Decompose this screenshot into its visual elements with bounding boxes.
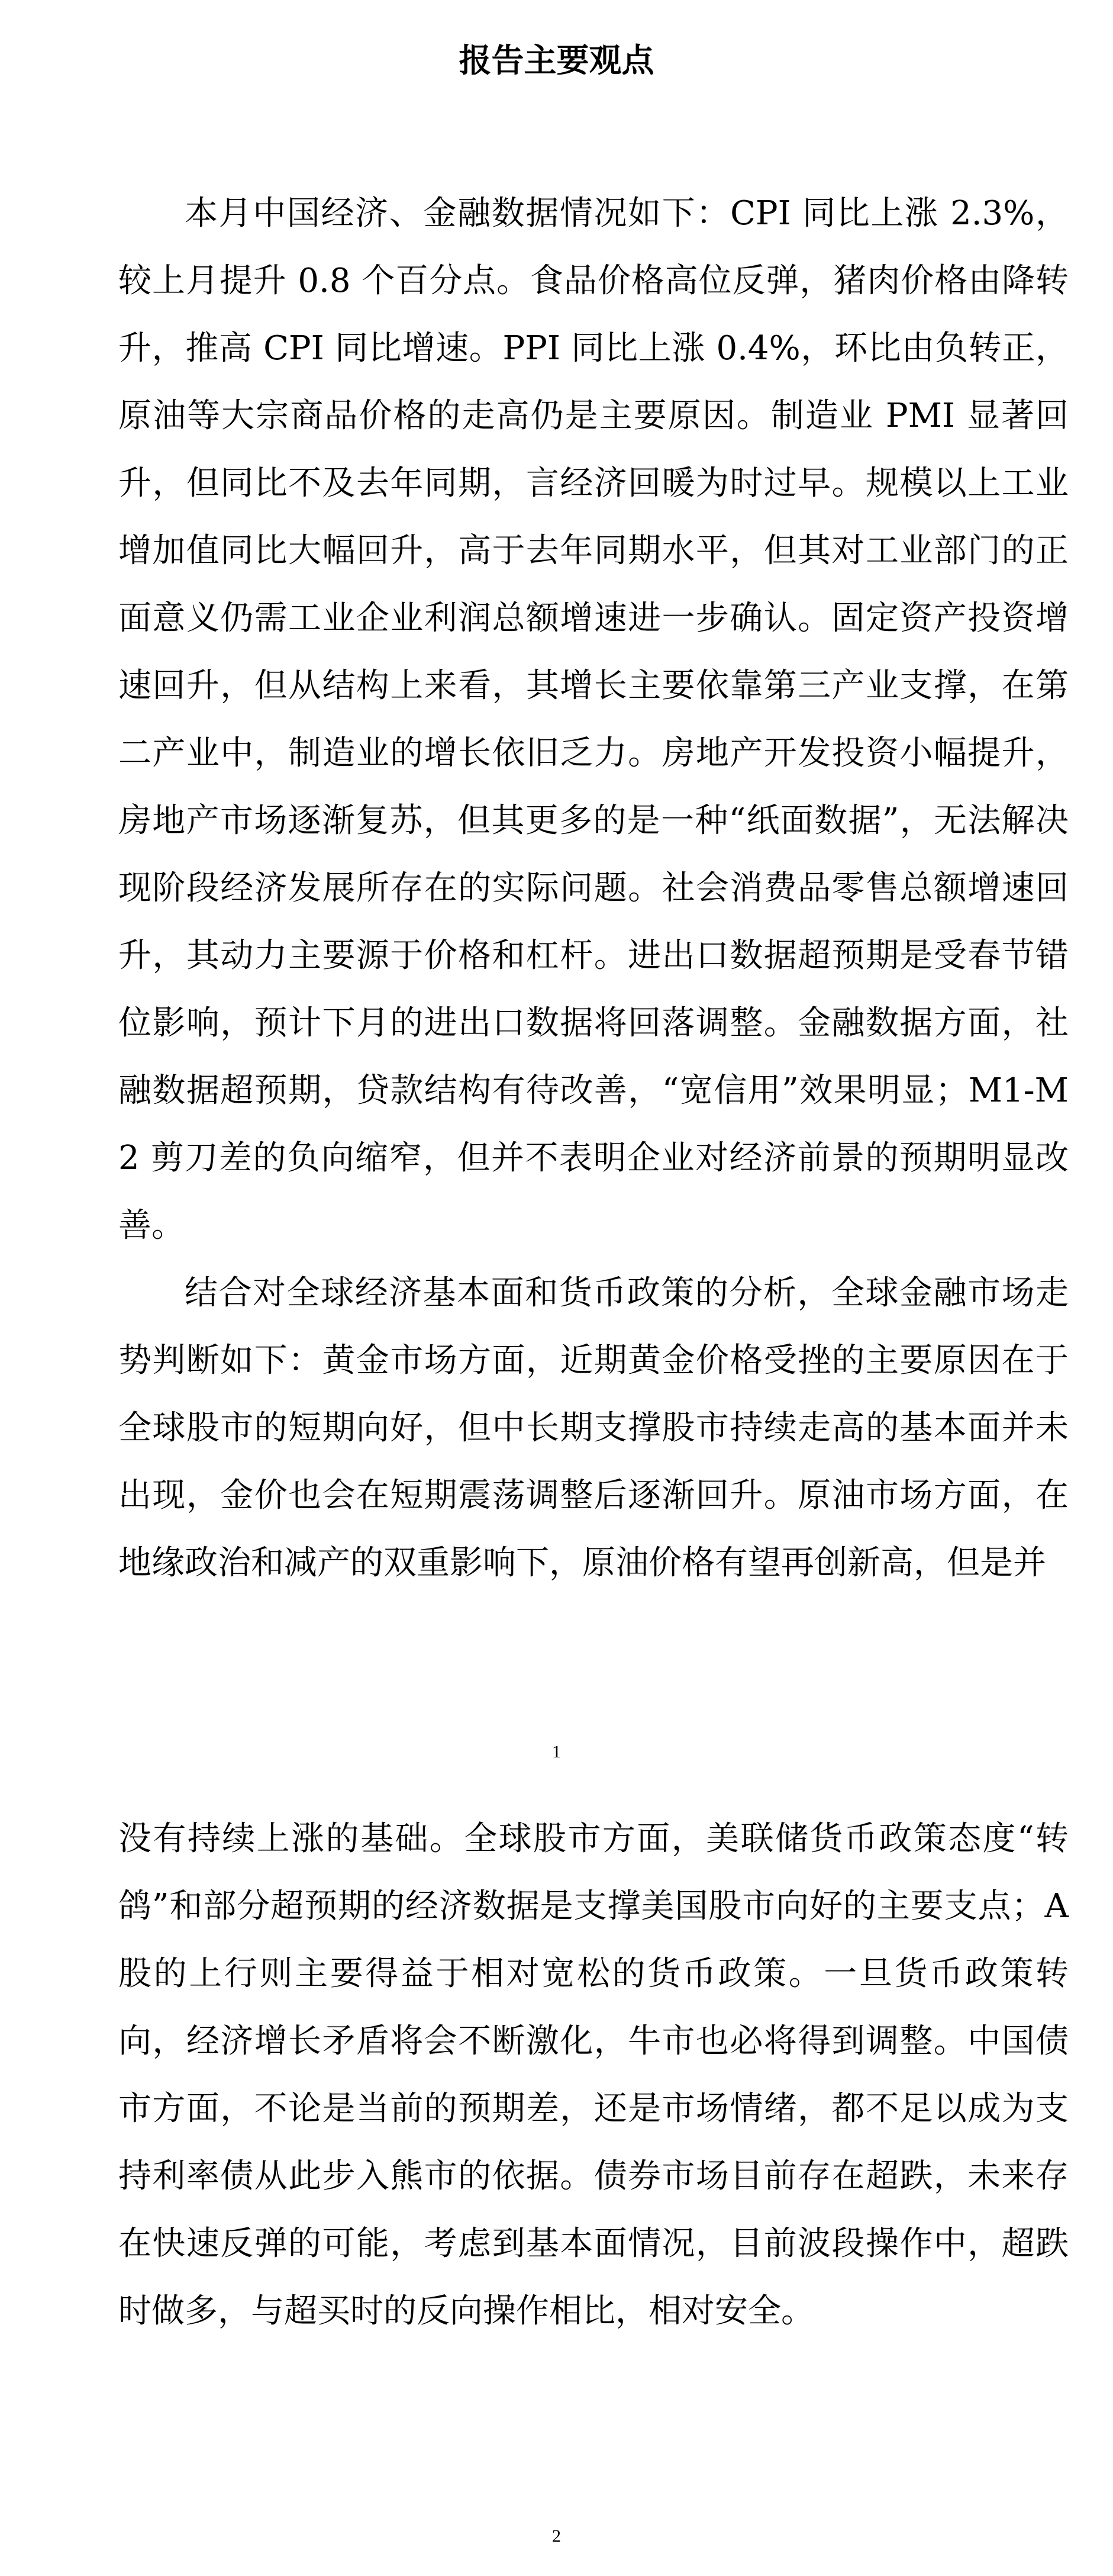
page-number: 2 (552, 2526, 561, 2546)
page-2-body (118, 1805, 1069, 2345)
paragraph-market-outlook: 结合对全球经济基本面和货币政策的分析，全球金融市场走势判断如下：黄金市场方面，近期黄金价格受挫的主要原因在于全球股市的短期向好，但中长期支撑股市持续走高的基本面并未出现，金价也会在短期震荡调整后逐渐回升。原油市场方面，在地缘政治和减产的双重影响下，原油价格有望再创新高，但是并 (118, 1274, 1069, 1582)
page-1-body (118, 180, 1069, 1597)
paragraph-economic-data: 本月中国经济、金融数据情况如下：CPI 同比上涨 2.3%，较上月提升 0.8 个百分点。食品价格高位反弹，猪肉价格由降转升，推高 CPI 同比增速。PPI 同比上涨 0.4%，环比由负转正，原油等大宗商品价格的走高仍是主要原因。制造业 PMI 显著回升，但同比不及去年同期，言经济回暖为时过早。规模以上工业增加值同比大幅回升，高于去年同期水平，但其对工业部门的正面意义仍需工业企业利润总额增速进一步确认。固定资产投资增速回升，但从结构上来看，其增长主要依靠第三产业支撑，在第二产业中，制造业的增长依旧乏力。房地产开发投资小幅提升，房地产市场逐渐复苏，但其更多的是一种“纸面数据”，无法解决现阶段经济发展所存在的实际问题。社会消费品零售总额增速回升，其动力主要源于价格和杠杆。进出口数据超预期是受春节错位影响，预计下月的进出口数据将回落调整。金融数据方面，社融数据超预期，贷款结构有待改善，“宽信用”效果明显；M1-M2 剪刀差的负向缩窄，但并不表明企业对经济前景的预期明显改善。 (118, 194, 1069, 1245)
paragraph-market-outlook-continued: 没有持续上涨的基础。全球股市方面，美联储货币政策态度“转鸽”和部分超预期的经济数据是支撑美国股市向好的主要支点；A 股的上行则主要得益于相对宽松的货币政策。一旦货币政策转向，经济增长矛盾将会不断激化，牛市也必将得到调整。中国债市方面，不论是当前的预期差，还是市场情绪，都不足以成为支持利率债从此步入熊市的依据。债券市场目前存在超跌，未来存在快速反弹的可能，考虑到基本面情况，目前波段操作中，超跌时做多，与超买时的反向操作相比，相对安全。 (118, 1820, 1069, 2330)
document-page-2 (0, 1805, 1113, 2576)
page-number: 1 (552, 1742, 561, 1762)
report-title: 报告主要观点 (459, 41, 654, 79)
